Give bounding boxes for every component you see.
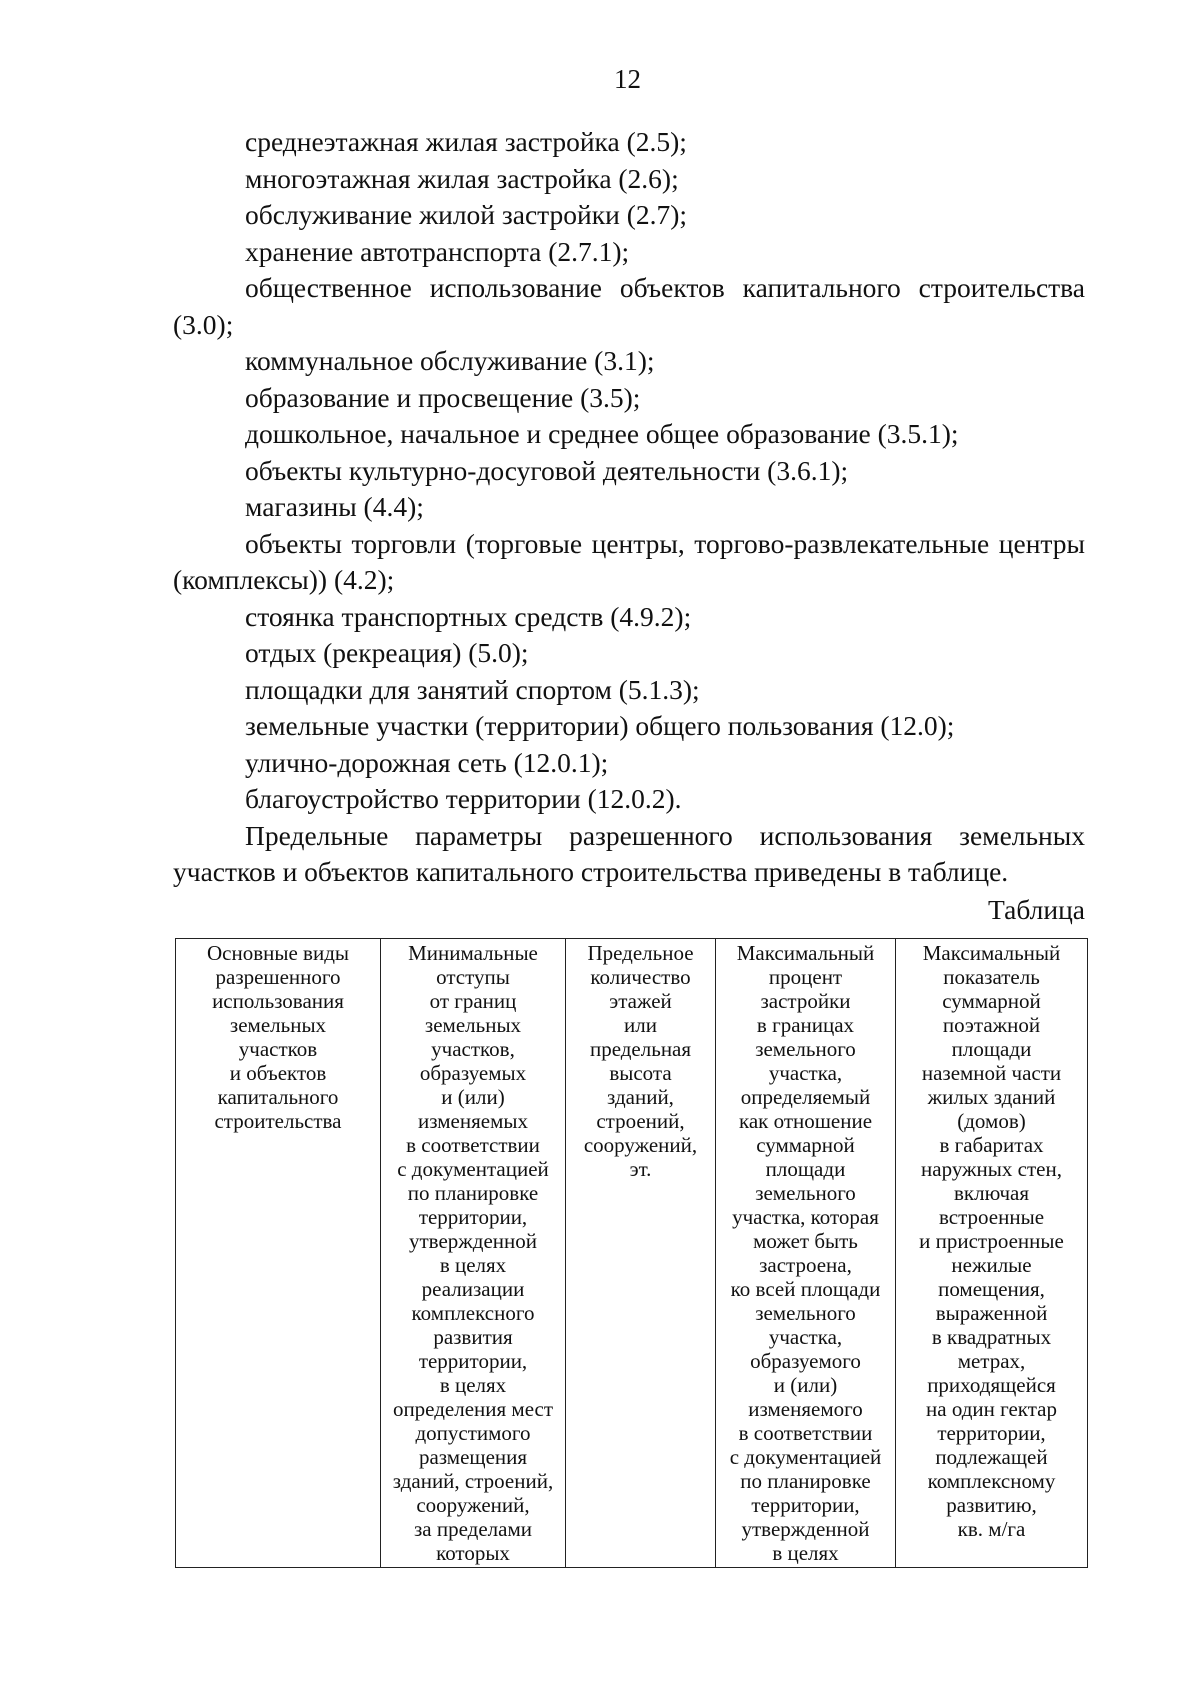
header-cell-line: площади (765, 1157, 846, 1181)
header-cell-line: участка, которая (732, 1205, 879, 1229)
header-cell-line: в соответствии (738, 1421, 873, 1445)
header-cell-line: количество (590, 965, 691, 989)
header-cell-line: Минимальные (408, 941, 538, 965)
list-item: благоустройство территории (12.0.2). (245, 783, 682, 814)
header-cell-line: использования (212, 989, 344, 1013)
list-item: объекты культурно-досуговой деятельности (3.6.1); (245, 454, 849, 486)
header-cell-line: за пределами (414, 1517, 532, 1541)
header-cell-line: ко всей площади (730, 1277, 881, 1301)
header-cell-line: участка, (768, 1325, 843, 1349)
header-cell-land-use-types (176, 939, 381, 1568)
list-item: объекты торговли (торговые центры, торгово-развлекательные центры (комплексы)) (4.2); (173, 527, 1085, 595)
header-cell-line: приходящейся (927, 1373, 1056, 1397)
header-cell-line: капитального (217, 1085, 339, 1109)
header-cell-line: земельного (755, 1181, 856, 1205)
header-cell-line: с документацией (397, 1157, 549, 1181)
header-cell-line: может быть (753, 1229, 858, 1253)
header-cell-line: территории, (751, 1493, 860, 1517)
header-cell-line: Максимальный (736, 941, 875, 965)
intro-paragraph: Предельные параметры разрешенного использования земельных участков и объектов капитального строительства приведены в таблице. (173, 819, 1085, 887)
header-cell-line: на один гектар (926, 1397, 1057, 1421)
header-cell-line: изменяемого (748, 1397, 863, 1421)
header-cell-line: отступы (436, 965, 510, 989)
header-cell-line: которых (436, 1541, 510, 1565)
header-cell-line: как отношение (738, 1109, 873, 1133)
list-item: коммунальное обслуживание (3.1); (245, 345, 655, 376)
header-cell-line: предельная (589, 1037, 692, 1061)
header-cell-line: сооружений, (583, 1133, 698, 1157)
list-item: отдых (рекреация) (5.0); (245, 637, 529, 668)
header-cell-line: в квадратных (931, 1325, 1052, 1349)
header-cell-line: выраженной (935, 1301, 1048, 1325)
list-item: среднеэтажная жилая застройка (2.5); (245, 126, 687, 157)
list-item: магазины (4.4); (245, 491, 424, 522)
header-cell-line: наружных стен, (921, 1157, 1062, 1181)
list-item: обслуживание жилой застройки (2.7); (245, 199, 688, 230)
header-cell-line: застройки (760, 989, 851, 1013)
header-cell-line: кв. м/га (957, 1517, 1026, 1541)
header-cell-line: Основные виды (206, 941, 349, 965)
header-cell-line: комплексного (411, 1301, 535, 1325)
header-cell-line: земельных (229, 1013, 327, 1037)
header-cell-line: Максимальный (922, 941, 1061, 965)
header-cell-line: подлежащей (935, 1445, 1048, 1469)
header-cell-line: и (или) (441, 1085, 505, 1109)
header-cell-line: показатель (943, 965, 1040, 989)
header-cell-line: территории, (937, 1421, 1046, 1445)
header-cell-line: и (или) (773, 1373, 838, 1397)
header-cell-line: сооружений, (416, 1493, 530, 1517)
header-cell-line: включая (953, 1181, 1030, 1205)
list-item: многоэтажная жилая застройка (2.6); (245, 162, 679, 194)
header-cell-line: образуемого (750, 1349, 861, 1373)
header-cell-line: образуемых (419, 1061, 527, 1085)
header-cell-line: по планировке (407, 1181, 539, 1205)
header-cell-line: в целях (439, 1373, 507, 1397)
header-cell-line: поэтажной (942, 1013, 1041, 1037)
header-cell-line: метрах, (957, 1349, 1026, 1373)
list-item: земельные участки (территории) общего пользования (12.0); (245, 710, 955, 741)
header-cell-line: и объектов (229, 1061, 327, 1085)
list-item: общественное использование объектов капитального строительства (3.0); (173, 272, 1085, 340)
header-cell-line: утвержденной (408, 1229, 538, 1253)
header-cell-line: в соответствии (406, 1133, 540, 1157)
header-cell-line: эт. (629, 1157, 652, 1181)
header-cell-line: в целях (772, 1541, 839, 1565)
header-cell-line: допустимого (415, 1421, 531, 1445)
table-header-row (176, 939, 1088, 1568)
page-number: 12 (614, 64, 641, 94)
table-caption: Таблица (988, 894, 1085, 925)
header-cell-line: разрешенного (215, 965, 341, 989)
list-item: хранение автотранспорта (2.7.1); (245, 235, 630, 267)
list-item: площадки для занятий спортом (5.1.3); (245, 673, 700, 705)
header-cell-line: строений, (596, 1109, 685, 1133)
parameters-table (175, 938, 1088, 1568)
header-cell-line: участков (238, 1037, 318, 1061)
header-cell-max-floor-area (896, 939, 1088, 1568)
header-cell-line: по планировке (740, 1469, 871, 1493)
header-cell-line: зданий, строений, (392, 1469, 554, 1493)
header-cell-line: изменяемых (418, 1109, 528, 1133)
header-cell-line: или (624, 1013, 657, 1037)
header-cell-line: размещения (418, 1445, 528, 1469)
header-cell-line: развитию, (946, 1493, 1037, 1517)
header-cell-line: (домов) (957, 1109, 1026, 1133)
header-cell-line: суммарной (942, 989, 1041, 1013)
header-cell-line: с документацией (729, 1445, 882, 1469)
header-cell-line: жилых зданий (927, 1085, 1056, 1109)
header-cell-line: в целях (439, 1253, 507, 1277)
body-text (173, 124, 1085, 891)
list-item: образование и просвещение (3.5); (245, 381, 641, 413)
header-cell-line: процент (768, 965, 843, 989)
header-cell-line: развития (433, 1325, 513, 1349)
header-cell-line: земельного (755, 1037, 856, 1061)
header-cell-line: нежилые (951, 1253, 1032, 1277)
list-item: стоянка транспортных средств (4.9.2); (245, 600, 692, 632)
header-cell-line: Предельное (587, 941, 694, 965)
header-cell-line: высота (609, 1061, 672, 1085)
header-cell-line: реализации (421, 1277, 525, 1301)
header-cell-line: определения мест (392, 1397, 554, 1421)
list-item: улично-дорожная сеть (12.0.1); (245, 746, 609, 778)
header-cell-line: суммарной (756, 1133, 855, 1157)
header-cell-line: территории, (418, 1205, 528, 1229)
header-cell-line: комплексному (927, 1469, 1056, 1493)
header-cell-line: в границах (756, 1013, 855, 1037)
header-cell-line: земельного (755, 1301, 856, 1325)
header-cell-line: помещения, (938, 1277, 1045, 1301)
header-cell-line: застроена, (759, 1253, 852, 1277)
header-cell-line: этажей (609, 989, 672, 1013)
header-cell-line: площади (951, 1037, 1032, 1061)
header-cell-line: земельных (424, 1013, 522, 1037)
header-cell-line: участков, (431, 1037, 515, 1061)
header-cell-line: от границ (429, 989, 517, 1013)
header-cell-minimum-setbacks (381, 939, 566, 1568)
header-cell-line: определяемый (740, 1085, 871, 1109)
header-cell-line: наземной части (921, 1061, 1062, 1085)
header-cell-line: зданий, (607, 1085, 674, 1109)
header-cell-line: строительства (214, 1109, 342, 1133)
header-cell-line: территории, (418, 1349, 528, 1373)
header-cell-max-building-percent (716, 939, 896, 1568)
header-cell-line: встроенные (938, 1205, 1045, 1229)
header-cell-line: участка, (768, 1061, 843, 1085)
header-cell-line: и пристроенные (919, 1229, 1064, 1253)
header-cell-line: в габаритах (939, 1133, 1044, 1157)
header-cell-line: утвержденной (741, 1517, 870, 1541)
list-item: дошкольное, начальное и среднее общее образование (3.5.1); (245, 418, 959, 449)
header-cell-floors-height (566, 939, 716, 1568)
